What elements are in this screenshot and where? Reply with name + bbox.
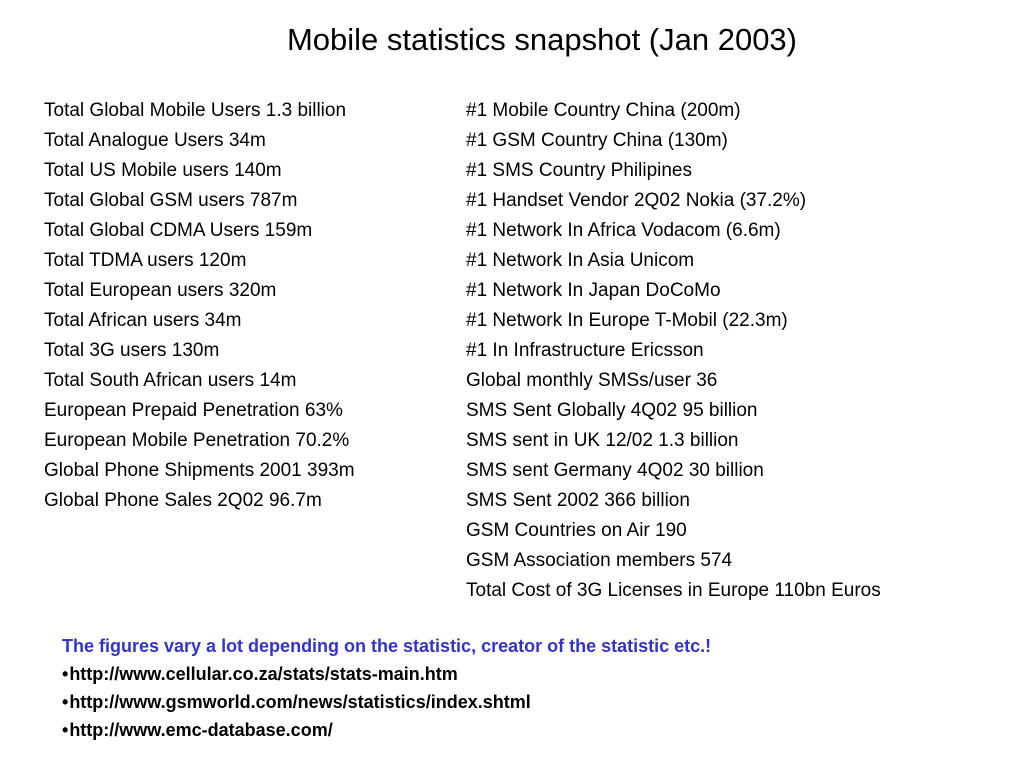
right-stat-item: SMS sent Germany 4Q02 30 billion: [466, 460, 764, 481]
left-stat-item: Total Global GSM users 787m: [44, 190, 298, 211]
right-stat-item: #1 Handset Vendor 2Q02 Nokia (37.2%): [466, 190, 807, 211]
left-stat-item: Total Analogue Users 34m: [44, 130, 266, 151]
source-link-text[interactable]: http://www.gsmworld.com/news/statistics/index.shtml: [69, 692, 531, 712]
source-link-emc[interactable]: [62, 716, 711, 744]
right-stat-item: Global monthly SMSs/user 36: [466, 370, 718, 391]
bullet-icon: •: [62, 692, 69, 712]
left-stat-item: Total Global Mobile Users 1.3 billion: [44, 100, 347, 121]
right-stat-item: SMS Sent 2002 366 billion: [466, 490, 690, 511]
right-stat-item: SMS Sent Globally 4Q02 95 billion: [466, 400, 758, 421]
source-link-gsmworld[interactable]: [62, 688, 711, 716]
bullet-icon: •: [62, 664, 69, 684]
right-stat-item: Total Cost of 3G Licenses in Europe 110bn Euros: [466, 580, 881, 601]
right-stat-item: GSM Association members 574: [466, 550, 733, 571]
right-stat-item: #1 Network In Japan DoCoMo: [466, 280, 721, 301]
left-stat-item: Total Global CDMA Users 159m: [44, 220, 313, 241]
slide-title: Mobile statistics snapshot (Jan 2003): [286, 22, 798, 57]
right-stat-item: #1 Network In Asia Unicom: [466, 250, 695, 271]
left-stat-item: Total US Mobile users 140m: [44, 160, 282, 181]
bullet-icon: •: [62, 720, 69, 740]
right-stat-item: #1 Network In Europe T-Mobil (22.3m): [466, 310, 788, 331]
left-stat-item: European Prepaid Penetration 63%: [44, 400, 343, 421]
right-stat-item: SMS sent in UK 12/02 1.3 billion: [466, 430, 739, 451]
right-stat-item: #1 Network In Africa Vodacom (6.6m): [466, 220, 781, 241]
source-link-cellular[interactable]: [62, 660, 711, 688]
left-stat-item: Total TDMA users 120m: [44, 250, 247, 271]
right-stats-list: [466, 96, 881, 606]
left-stat-item: Global Phone Sales 2Q02 96.7m: [44, 490, 322, 511]
notes-list: [62, 632, 711, 744]
right-stat-item: #1 SMS Country Philipines: [466, 160, 692, 181]
right-stat-item: #1 In Infrastructure Ericsson: [466, 340, 704, 361]
left-stat-item: Global Phone Shipments 2001 393m: [44, 460, 355, 481]
left-stat-item: Total 3G users 130m: [44, 340, 220, 361]
right-stat-item: #1 Mobile Country China (200m): [466, 100, 741, 121]
left-stat-item: Total European users 320m: [44, 280, 277, 301]
source-link-text[interactable]: http://www.cellular.co.za/stats/stats-main.htm: [69, 664, 458, 684]
figures-vary-note: The figures vary a lot depending on the statistic, creator of the statistic etc.!: [62, 636, 712, 656]
left-stat-item: Total South African users 14m: [44, 370, 297, 391]
left-stat-item: Total African users 34m: [44, 310, 242, 331]
right-stat-item: #1 GSM Country China (130m): [466, 130, 728, 151]
right-stat-item: GSM Countries on Air 190: [466, 520, 687, 541]
source-link-text[interactable]: http://www.emc-database.com/: [69, 720, 333, 740]
left-stat-item: European Mobile Penetration 70.2%: [44, 430, 350, 451]
left-stats-list: [44, 96, 355, 516]
